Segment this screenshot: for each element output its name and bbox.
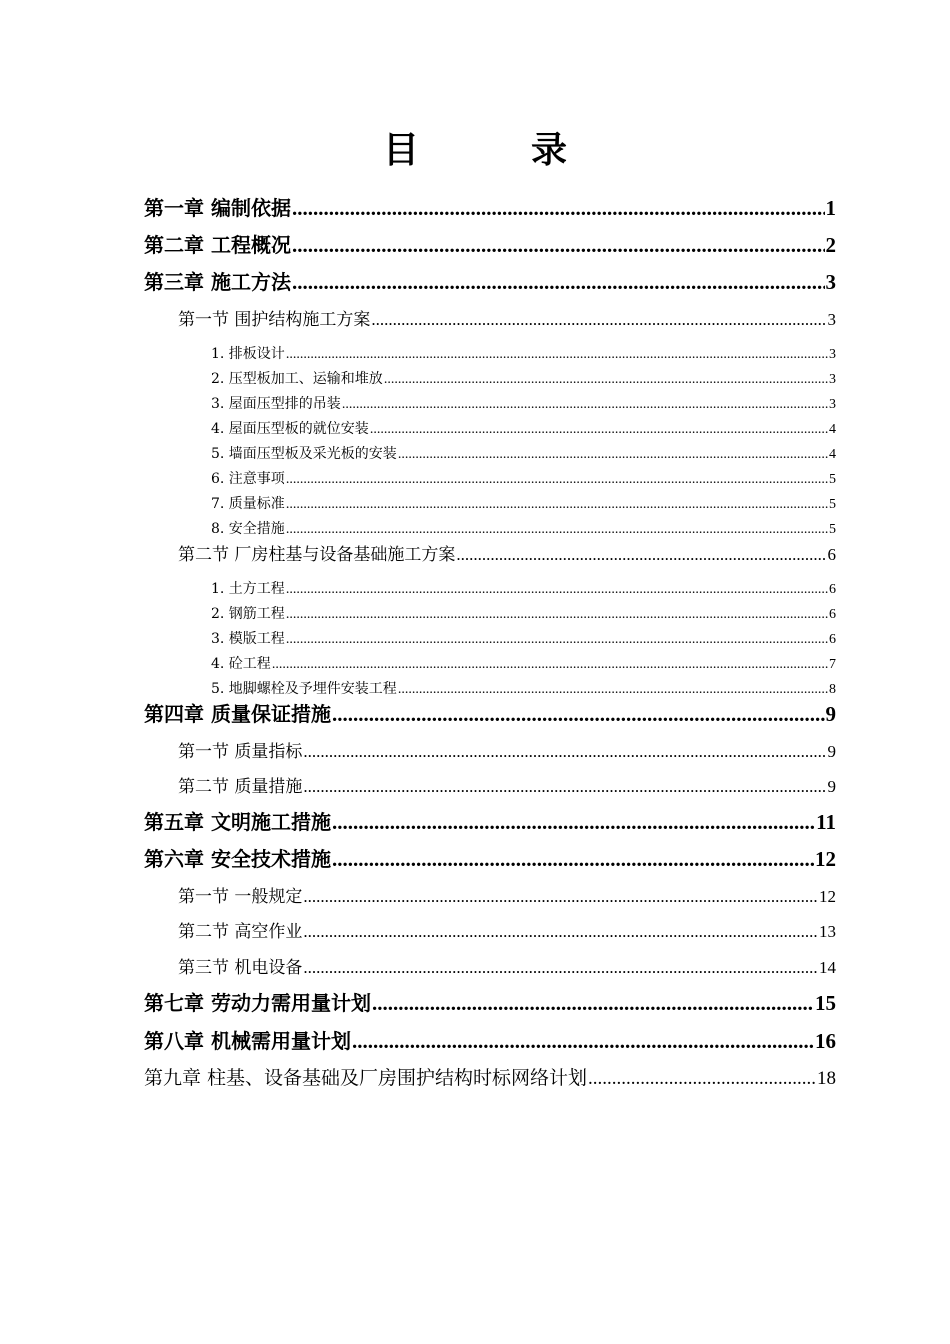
toc-page-number: 5 <box>829 472 836 487</box>
toc-entry-chapter-5[interactable] <box>144 808 836 836</box>
toc-entry-label: 第九章 柱基、设备基础及厂房围护结构时标网络计划 <box>144 1067 588 1089</box>
dot-leader <box>286 495 828 514</box>
dot-leader <box>286 470 828 489</box>
dot-leader <box>286 605 828 624</box>
toc-entry-item[interactable] <box>211 679 836 699</box>
toc-entry-item[interactable] <box>211 469 836 489</box>
dot-leader <box>286 630 828 649</box>
dot-leader <box>292 268 825 296</box>
dot-leader <box>303 956 818 980</box>
dot-leader <box>286 580 828 599</box>
toc-page-number: 8 <box>829 682 836 697</box>
dot-leader <box>286 520 828 539</box>
dot-leader <box>370 420 828 439</box>
toc-entry-label: 5. 墙面压型板及采光板的安装 <box>211 446 397 462</box>
toc-page-number: 18 <box>817 1068 836 1089</box>
toc-entry-label: 3. 屋面压型排的吊装 <box>211 396 341 412</box>
page-title: 目 录 <box>382 130 605 171</box>
toc-entry-section[interactable] <box>178 885 836 909</box>
toc-entry-label: 第二章 工程概况 <box>144 233 291 257</box>
toc-entry-chapter-1[interactable] <box>144 194 836 222</box>
toc-page-number: 6 <box>829 607 836 622</box>
toc-page-number: 5 <box>829 522 836 537</box>
toc-entry-chapter-8[interactable] <box>144 1027 836 1055</box>
dot-leader <box>456 543 826 567</box>
toc-page-number: 3 <box>829 347 836 362</box>
toc-page-number: 15 <box>815 991 836 1015</box>
toc-entry-label: 6. 注意事项 <box>211 471 285 487</box>
dot-leader <box>332 808 815 836</box>
toc-entry-item[interactable] <box>211 604 836 624</box>
toc-entry-label: 第二节 高空作业 <box>178 922 303 942</box>
toc-entry-label: 第四章 质量保证措施 <box>144 702 331 726</box>
toc-page-number: 3 <box>829 397 836 412</box>
dot-leader <box>303 775 826 799</box>
dot-leader <box>286 345 828 364</box>
toc-page-number: 9 <box>827 742 836 761</box>
toc-page-number: 9 <box>825 702 836 726</box>
toc-entry-chapter-4[interactable] <box>144 700 836 728</box>
toc-page-number: 3 <box>829 372 836 387</box>
toc-page-number: 3 <box>825 270 836 294</box>
toc-entry-label: 第七章 劳动力需用量计划 <box>144 991 371 1015</box>
toc-entry-item[interactable] <box>211 654 836 674</box>
toc-entry-label: 第八章 机械需用量计划 <box>144 1029 351 1053</box>
dot-leader <box>292 231 825 259</box>
toc-page-number: 1 <box>825 196 836 220</box>
dot-leader <box>303 885 818 909</box>
toc-page-number: 3 <box>827 310 836 329</box>
toc-page-number: 11 <box>816 810 836 834</box>
toc-entry-chapter-2[interactable] <box>144 231 836 259</box>
toc-entry-label: 第一章 编制依据 <box>144 196 291 220</box>
toc-entry-label: 4. 屋面压型板的就位安装 <box>211 421 369 437</box>
dot-leader <box>372 989 814 1017</box>
toc-entry-label: 3. 模版工程 <box>211 631 285 647</box>
dot-leader <box>292 194 825 222</box>
toc-entry-item[interactable] <box>211 519 836 539</box>
toc-page-number: 5 <box>829 497 836 512</box>
toc-entry-label: 2. 钢筋工程 <box>211 606 285 622</box>
toc-entry-chapter-6[interactable] <box>144 845 836 873</box>
toc-entry-label: 7. 质量标准 <box>211 496 285 512</box>
dot-leader <box>332 845 814 873</box>
toc-entry-item[interactable] <box>211 419 836 439</box>
toc-entry-section[interactable] <box>178 740 836 764</box>
dot-leader <box>332 700 825 728</box>
toc-entry-label: 1. 排板设计 <box>211 346 285 362</box>
dot-leader <box>384 370 828 389</box>
toc-page-number: 6 <box>827 545 836 564</box>
toc-page-number: 13 <box>819 922 836 941</box>
toc-entry-section[interactable] <box>178 920 836 944</box>
toc-entry-label: 2. 压型板加工、运输和堆放 <box>211 371 383 387</box>
toc-entry-label: 5. 地脚螺栓及予埋件安装工程 <box>211 681 397 697</box>
toc-entry-item[interactable] <box>211 344 836 364</box>
toc-entry-label: 第一节 质量指标 <box>178 742 303 762</box>
dot-leader <box>303 920 818 944</box>
toc-entry-item[interactable] <box>211 394 836 414</box>
dot-leader <box>398 680 828 699</box>
dot-leader <box>398 445 828 464</box>
toc-entry-item[interactable] <box>211 444 836 464</box>
toc-page-number: 4 <box>829 422 836 437</box>
toc-entry-label: 第三章 施工方法 <box>144 270 291 294</box>
toc-page-number: 6 <box>829 582 836 597</box>
toc-entry-item[interactable] <box>211 629 836 649</box>
toc-page-number: 9 <box>827 777 836 796</box>
toc-entry-item[interactable] <box>211 579 836 599</box>
toc-entry-chapter-7[interactable] <box>144 989 836 1017</box>
toc-page-number: 7 <box>829 657 836 672</box>
toc-page-number: 14 <box>819 958 836 977</box>
toc-entry-label: 第二节 厂房柱基与设备基础施工方案 <box>178 545 456 565</box>
dot-leader <box>371 308 826 332</box>
dot-leader <box>588 1065 816 1092</box>
toc-entry-chapter-3[interactable] <box>144 268 836 296</box>
dot-leader <box>303 740 826 764</box>
toc-page-number: 4 <box>829 447 836 462</box>
toc-entry-label: 1. 土方工程 <box>211 581 285 597</box>
toc-entry-section[interactable] <box>178 543 836 567</box>
toc-entry-label: 第一节 围护结构施工方案 <box>178 310 371 330</box>
toc-entry-label: 第六章 安全技术措施 <box>144 847 331 871</box>
toc-entry-label: 4. 砼工程 <box>211 656 271 672</box>
toc-entry-item[interactable] <box>211 369 836 389</box>
dot-leader <box>352 1027 814 1055</box>
dot-leader <box>342 395 828 414</box>
toc-page-number: 6 <box>829 632 836 647</box>
toc-page-number: 16 <box>815 1029 836 1053</box>
toc-entry-section[interactable] <box>178 308 836 332</box>
toc-entry-item[interactable] <box>211 494 836 514</box>
dot-leader <box>272 655 828 674</box>
toc-entry-label: 第二节 质量措施 <box>178 777 303 797</box>
toc-entry-chapter-9[interactable] <box>144 1064 836 1092</box>
toc-entry-label: 第五章 文明施工措施 <box>144 810 331 834</box>
toc-page-number: 12 <box>815 847 836 871</box>
toc-entry-section[interactable] <box>178 775 836 799</box>
toc-entry-label: 8. 安全措施 <box>211 521 285 537</box>
toc-entry-section[interactable] <box>178 956 836 980</box>
toc-page-number: 2 <box>825 233 836 257</box>
toc-entry-label: 第三节 机电设备 <box>178 958 303 978</box>
toc-entry-label: 第一节 一般规定 <box>178 887 303 907</box>
toc-page-number: 12 <box>819 887 836 906</box>
